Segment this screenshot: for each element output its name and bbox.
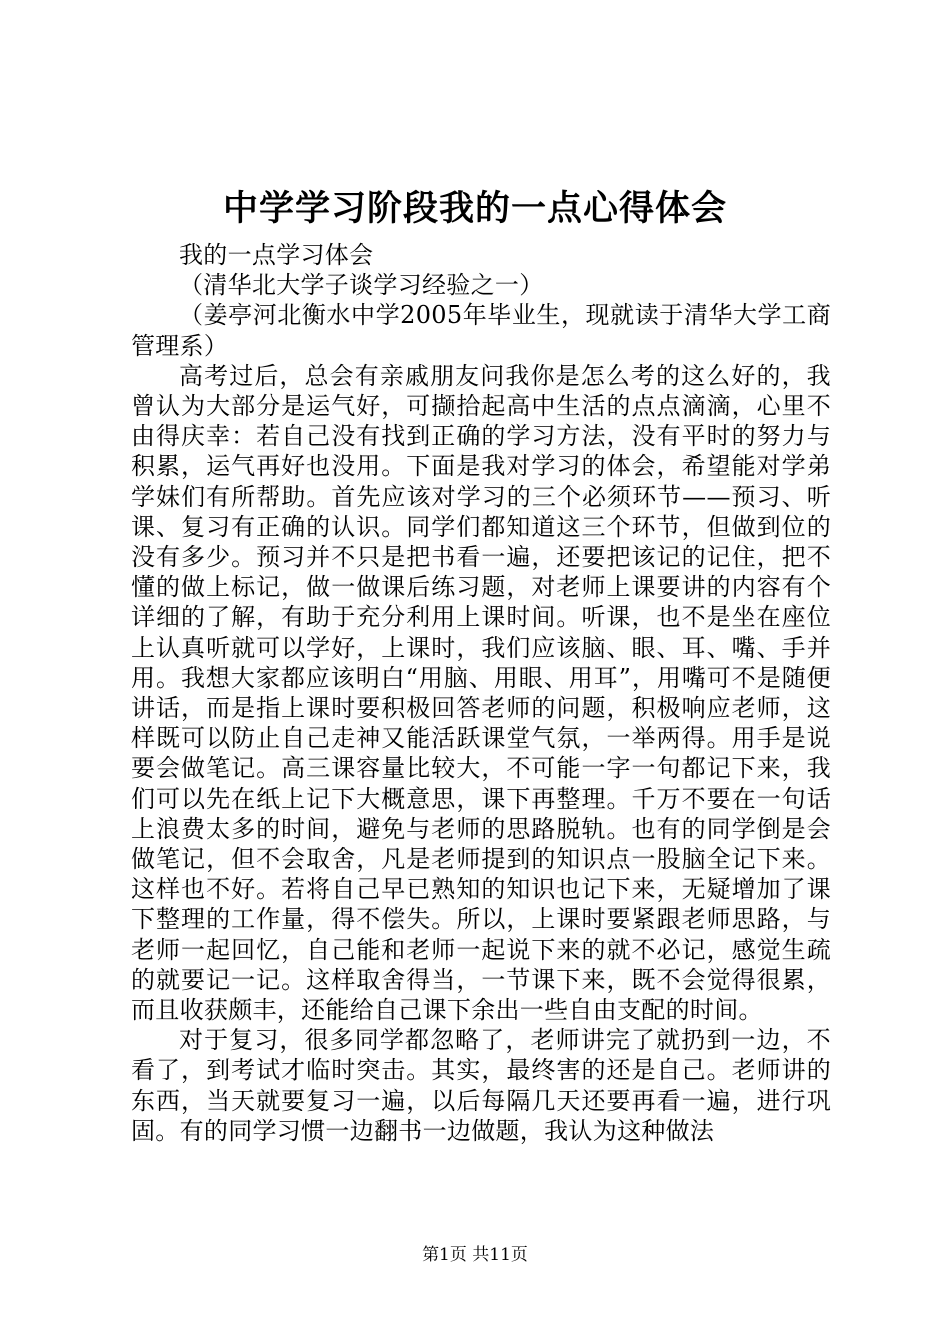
document-body xyxy=(131,240,831,1146)
document-title: 中学学习阶段我的一点心得体会 xyxy=(222,188,727,229)
subtitle-note: （清华北大学子谈学习经验之一） xyxy=(179,271,544,300)
subtitle-line: 我的一点学习体会 xyxy=(179,241,374,269)
page-footer: 第1页 共11页 xyxy=(422,1245,528,1265)
author-note: （姜亭河北衡水中学2005年毕业生，现就读于清华大学工商管理系） xyxy=(131,301,831,360)
body-paragraph: 高考过后，总会有亲戚朋友问我你是怎么考的这么好的，我曾认为大部分是运气好，可撷拾起高中生活的点点滴滴，心里不由得庆幸：若自己没有找到正确的学习方法，没有平时的努力与积累，运气再好也没用。下面是我对学习的体会，希望能对学弟学妹们有所帮助。首先应该对学习的三个必须环节——预习、听课、复习有正确的认识。同学们都知道这三个环节，但做到位的没有多少。预习并不只是把书看一遍，还要把该记的记住，把不懂的做上标记，做一做课后练习题，对老师上课要讲的内容有个详细的了解，有助于充分利用上课时间。听课，也不是坐在座位上认真听就可以学好，上课时，我们应该脑、眼、耳、嘴、手并用。我想大家都应该明白“用脑、用眼、用耳”，用嘴可不是随便讲话，而是指上课时要积极回答老师的问题，积极响应老师，这样既可以防止自己走神又能活跃课堂气氛，一举两得。用手是说要会做笔记。高三课容量比较大，不可能一字一句都记下来，我们可以先在纸上记下大概意思，课下再整理。千万不要在一句话上浪费太多的时间，避免与老师的思路脱轨。也有的同学倒是会做笔记，但不会取舍，凡是老师提到的知识点一股脑全记下来。这样也不好。若将自己早已熟知的知识也记下来，无疑增加了课下整理的工作量，得不偿失。所以，上课时要紧跟老师思路，与老师一起回忆，自己能和老师一起说下来的就不必记，感觉生疏的就要记一记。这样取舍得当，一节课下来，既不会觉得很累，而且收获颇丰，还能给自己课下余出一些自由支配的时间。 xyxy=(131,361,831,1025)
body-paragraph: 对于复习，很多同学都忽略了，老师讲完了就扔到一边，不看了，到考试才临时突击。其实，最终害的还是自己。老师讲的东西，当天就要复习一遍，以后每隔几天还要再看一遍，进行巩固。有的同学习惯一边翻书一边做题，我认为这种做法 xyxy=(131,1026,831,1145)
